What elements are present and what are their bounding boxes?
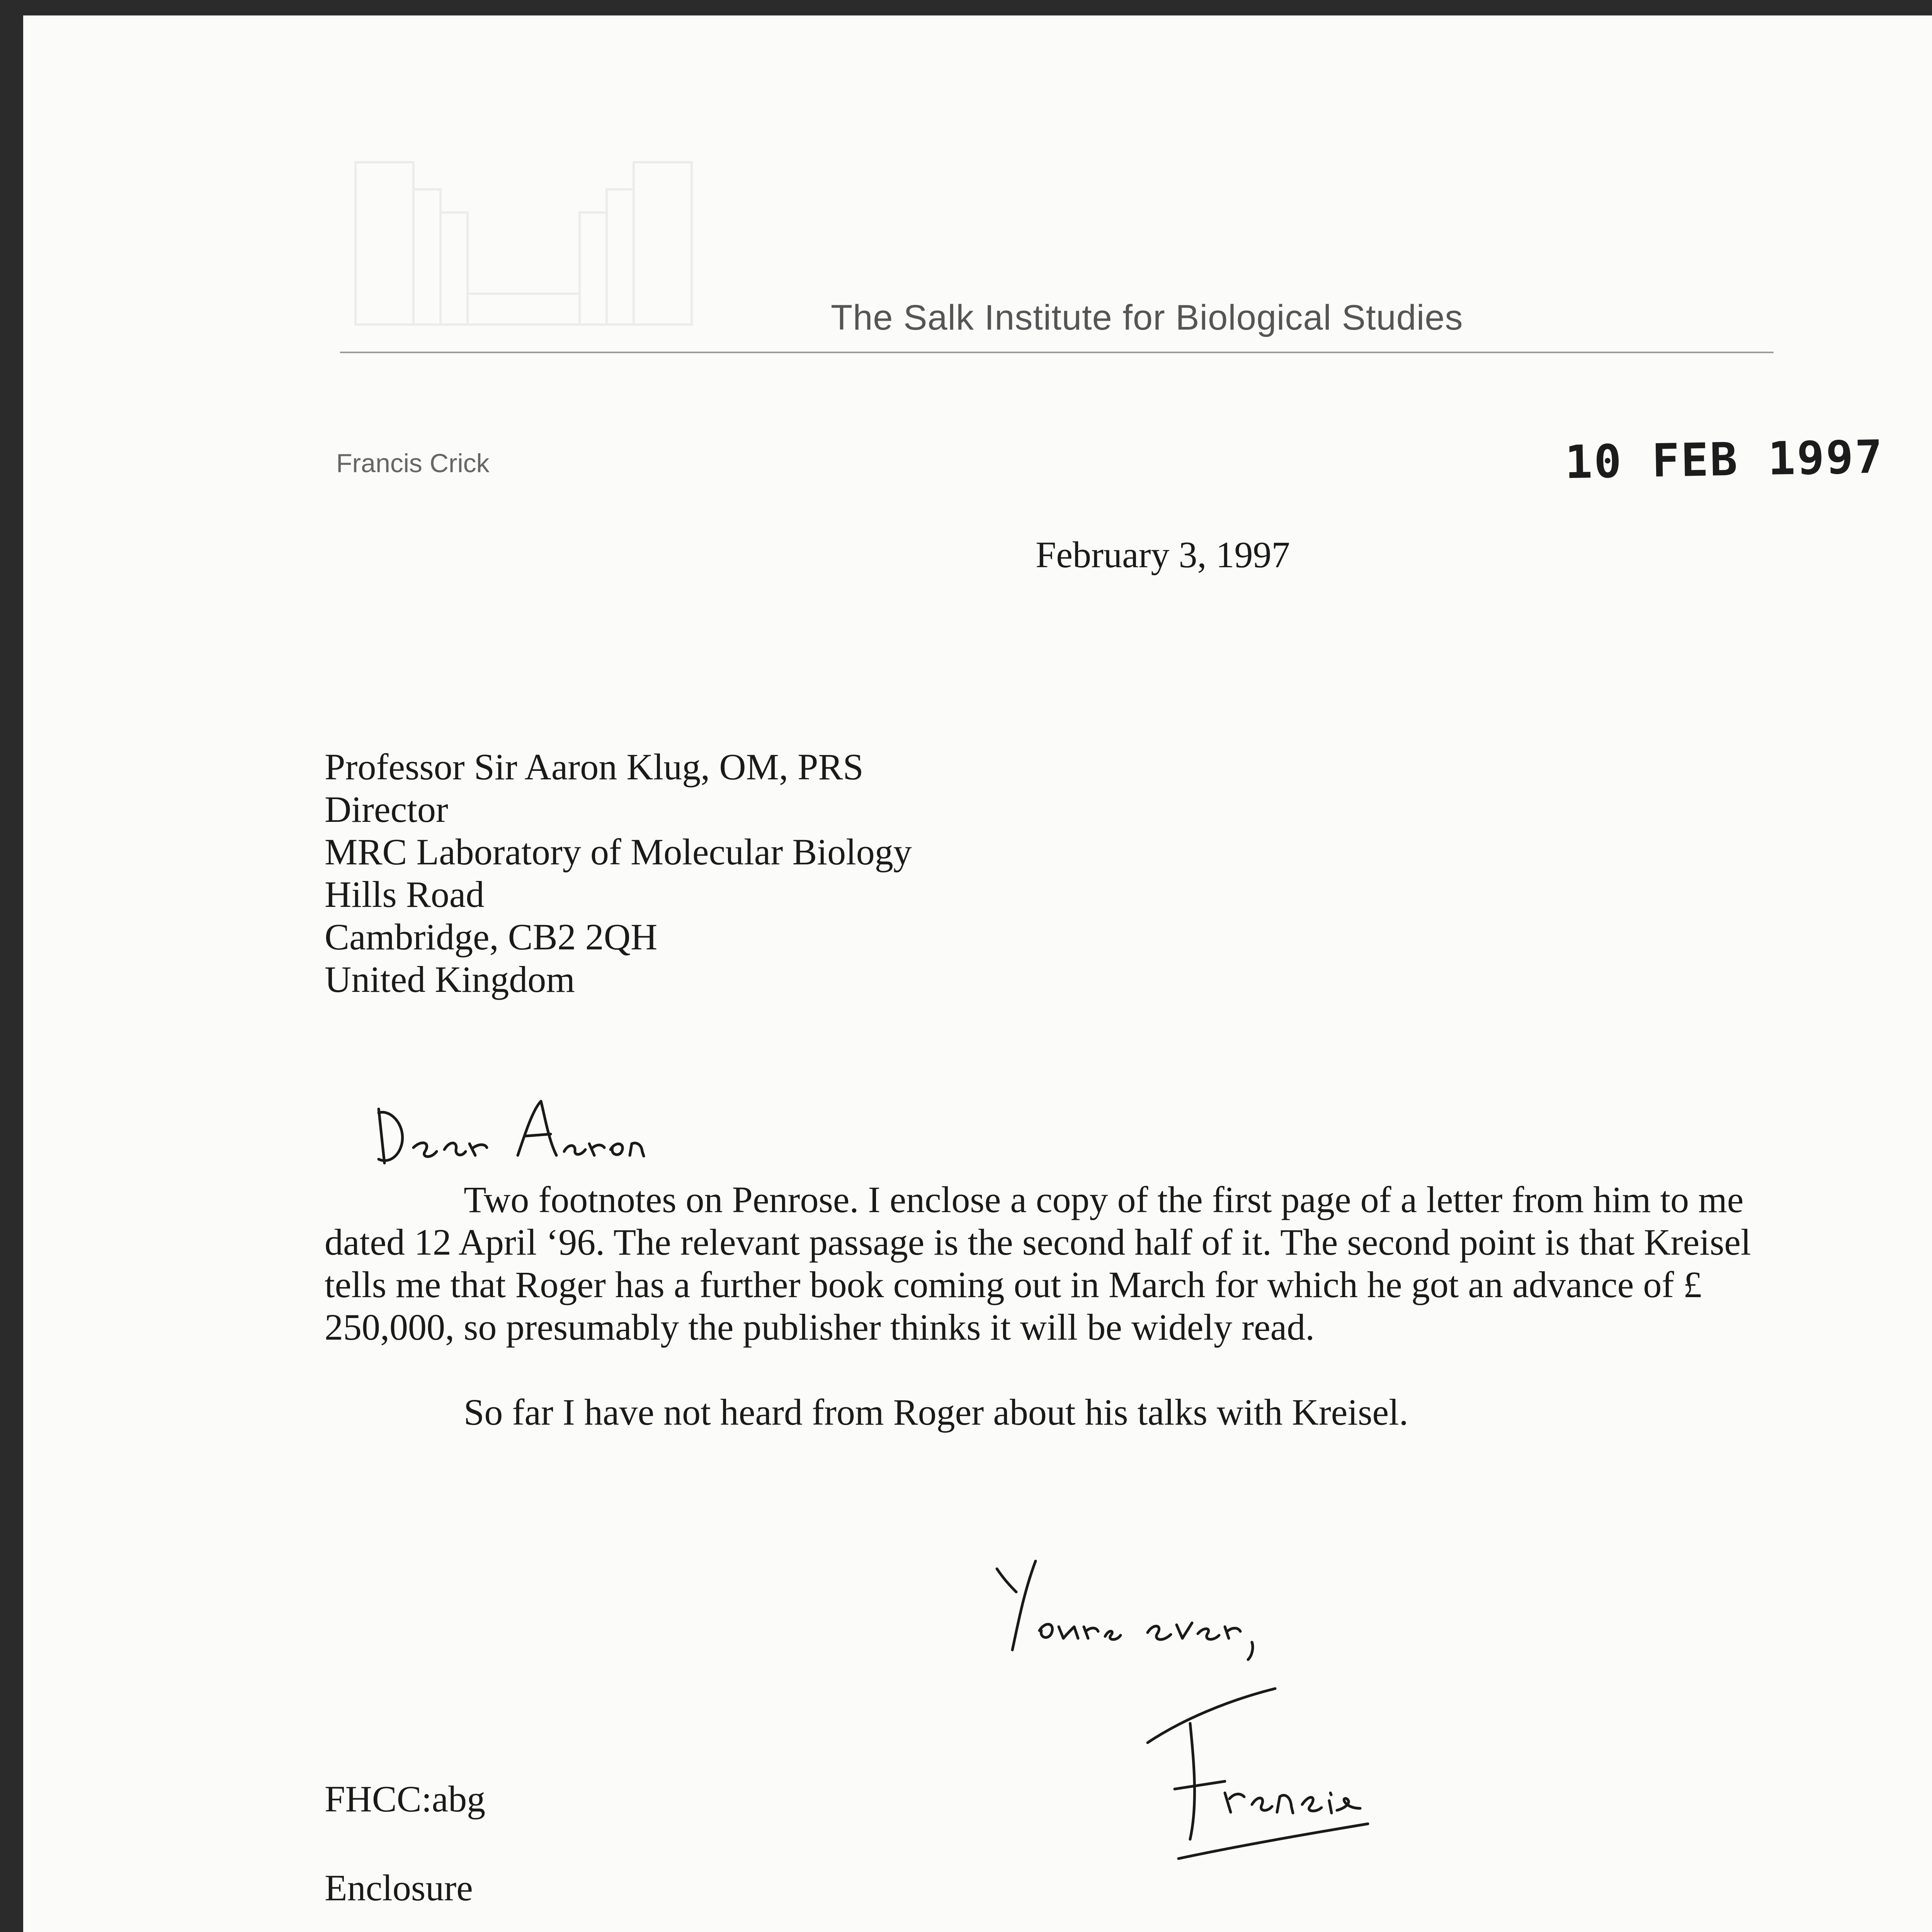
salk-logo-emboss <box>340 147 746 328</box>
enclosure-note: Enclosure <box>325 1867 473 1908</box>
letterhead-rule <box>340 352 1774 353</box>
address-line: Professor Sir Aaron Klug, OM, PRS <box>325 746 864 787</box>
letter-page <box>23 15 1932 1932</box>
letter-body <box>325 1179 1762 1476</box>
address-line: Director <box>325 789 448 830</box>
handwritten-closing <box>981 1546 1329 1673</box>
reference-initials: FHCC:abg <box>325 1778 486 1820</box>
institution-name: The Salk Institute for Biological Studies <box>831 298 1463 337</box>
body-paragraph: Two footnotes on Penrose. I enclose a copy of the first page of a letter from him to me dated 12 April ‘96. The relevant passage is the second half of it. The second point is that Kreisel tells me that Roger has a further book coming out in March for which he got an advance of £ 250,000, so presumably the publisher thinks it will be widely read. <box>325 1179 1751 1348</box>
recipient-address <box>325 746 912 1001</box>
address-line: Hills Road <box>325 874 485 915</box>
sender-name: Francis Crick <box>336 449 490 478</box>
body-paragraph: So far I have not heard from Roger about his talks with Kreisel. <box>464 1391 1408 1433</box>
handwritten-signature <box>1136 1677 1406 1870</box>
letter-date: February 3, 1997 <box>1036 534 1290 575</box>
address-line: United Kingdom <box>325 959 575 1000</box>
handwritten-salutation <box>363 1086 665 1175</box>
address-line: MRC Laboratory of Molecular Biology <box>325 831 912 872</box>
received-date-stamp: 10 FEB 1997 <box>1564 430 1884 489</box>
address-line: Cambridge, CB2 2QH <box>325 916 658 957</box>
